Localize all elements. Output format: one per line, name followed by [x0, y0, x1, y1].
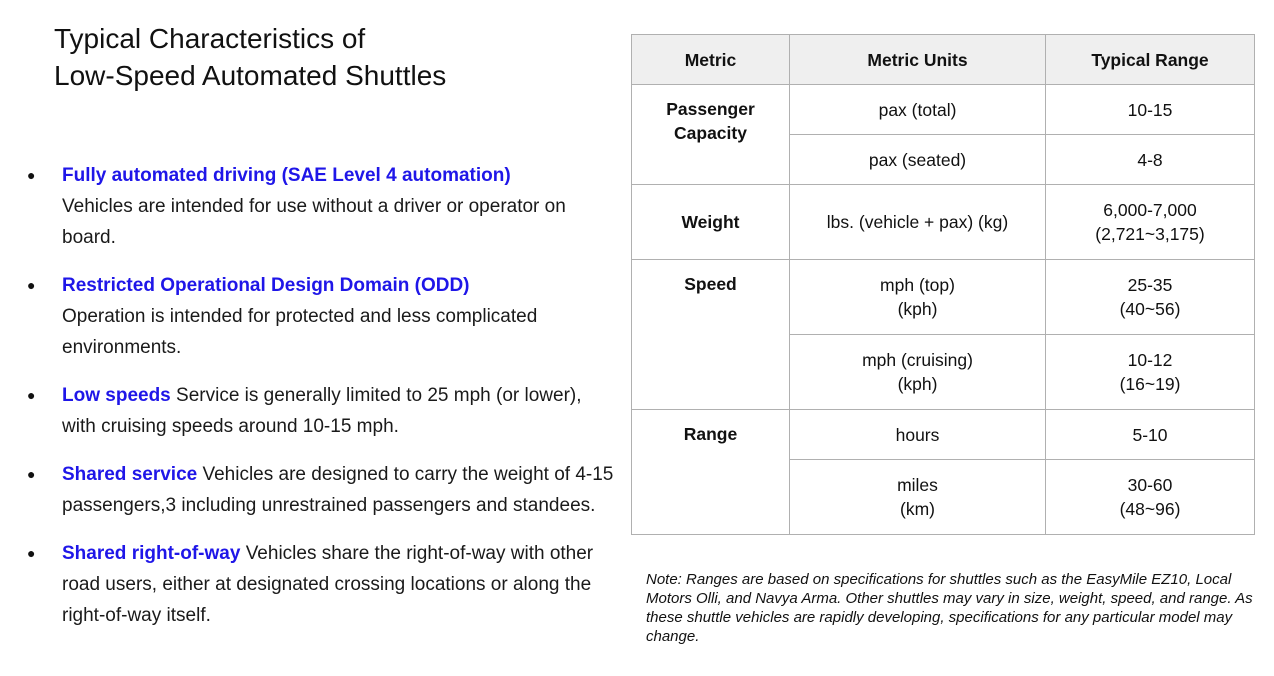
title-line-2: Low-Speed Automated Shuttles [54, 60, 447, 91]
header-metric-units: Metric Units [790, 35, 1046, 85]
header-typical-range: Typical Range [1046, 35, 1255, 85]
bullet-text: Vehicles share the right-of-way with other road users, either at designated crossing locations or along the right-of-way itself. [62, 543, 594, 626]
bullet-icon: ● [27, 167, 36, 183]
units-cell: miles (km) [790, 460, 1046, 535]
range-cell: 5-10 [1046, 410, 1255, 460]
bullet-text: Service is generally limited to 25 mph (or lower), with cruising speeds around 10-15 mph. [62, 385, 582, 437]
units-cell: hours [790, 410, 1046, 460]
range-cell: 10-12 (16~19) [1046, 335, 1255, 410]
metric-cell: Passenger Capacity [632, 85, 790, 185]
list-item [26, 270, 616, 363]
list-item [26, 160, 616, 253]
units-cell: lbs. (vehicle + pax) (kg) [790, 185, 1046, 260]
bullet-label: Fully automated driving (SAE Level 4 automation) [62, 165, 511, 186]
characteristics-list [26, 160, 616, 648]
table-row [632, 185, 1255, 260]
table-header-row [632, 35, 1255, 85]
header-metric: Metric [632, 35, 790, 85]
bullet-icon: ● [27, 387, 36, 403]
bullet-label: Low speeds [62, 385, 171, 406]
range-cell: 4-8 [1046, 135, 1255, 185]
units-cell: pax (total) [790, 85, 1046, 135]
bullet-text: Vehicles are intended for use without a driver or operator on board. [62, 196, 566, 248]
units-cell: mph (cruising) (kph) [790, 335, 1046, 410]
bullet-label: Shared service [62, 464, 198, 485]
table-note: Note: Ranges are based on specifications for shuttles such as the EasyMile EZ10, Local Motors Olli, and Navya Arma. Other shuttles may vary in size, weight, speed, and range. As these shuttle vehicles are rapidly developing, specifications for any particular model may change. [646, 571, 1253, 645]
bullet-icon: ● [27, 466, 36, 482]
metric-cell: Weight [632, 185, 790, 260]
range-cell: 25-35 (40~56) [1046, 260, 1255, 335]
page-title [54, 20, 446, 94]
title-line-1: Typical Characteristics of [54, 23, 366, 54]
characteristics-table [631, 34, 1255, 535]
bullet-label: Shared right-of-way [62, 543, 241, 564]
bullet-icon: ● [27, 545, 36, 561]
metric-cell: Range [632, 410, 790, 535]
list-item [26, 538, 616, 631]
list-item [26, 459, 616, 521]
bullet-label: Restricted Operational Design Domain (ODD) [62, 275, 470, 296]
metric-cell: Speed [632, 260, 790, 410]
units-cell: mph (top) (kph) [790, 260, 1046, 335]
table-row [632, 410, 1255, 460]
table-row [632, 85, 1255, 135]
range-cell: 6,000-7,000 (2,721~3,175) [1046, 185, 1255, 260]
range-cell: 30-60 (48~96) [1046, 460, 1255, 535]
bullet-text: Vehicles are designed to carry the weight of 4-15 passengers,3 including unrestrained passengers and standees. [62, 464, 614, 516]
bullet-icon: ● [27, 277, 36, 293]
units-cell: pax (seated) [790, 135, 1046, 185]
list-item [26, 380, 616, 442]
range-cell: 10-15 [1046, 85, 1255, 135]
bullet-text: Operation is intended for protected and less complicated environments. [62, 306, 538, 358]
table-row [632, 260, 1255, 335]
